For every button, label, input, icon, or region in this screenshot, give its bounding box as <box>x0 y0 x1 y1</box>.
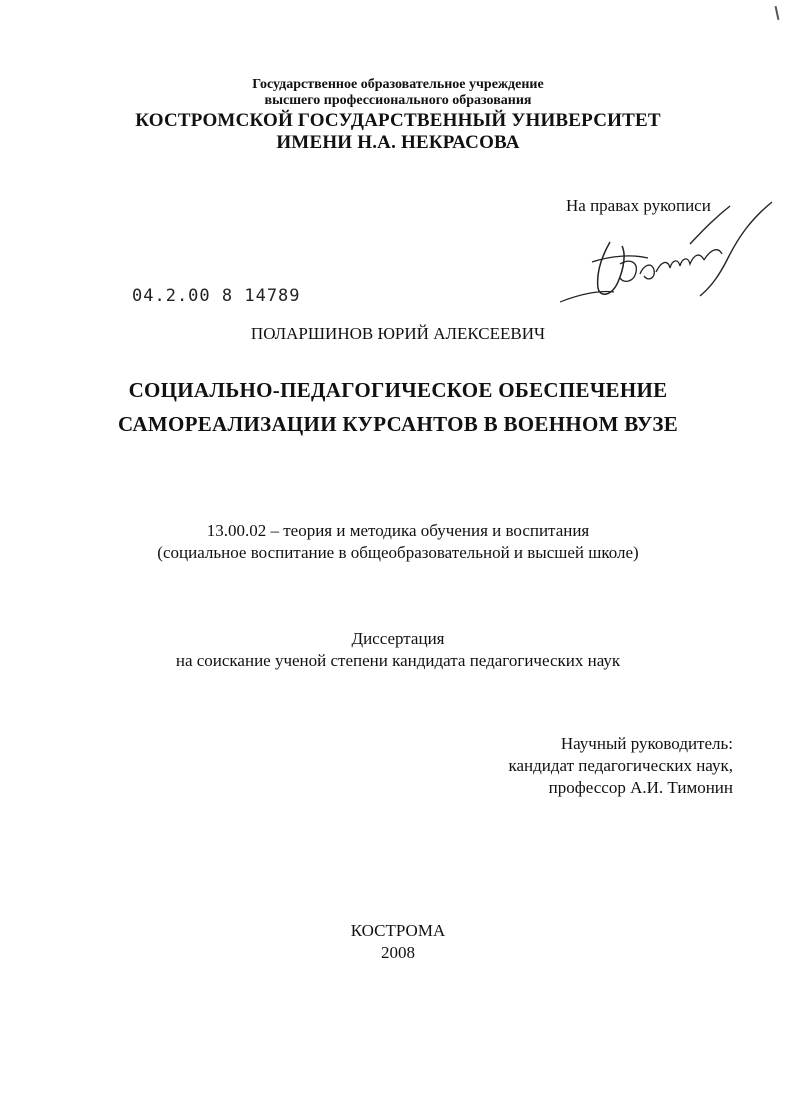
specialty-code: 13.00.02 – теория и методика обучения и воспитания <box>206 521 590 540</box>
specialty-detail: (социальное воспитание в общеобразовательной и высшей школе) <box>157 543 639 562</box>
manuscript-note: На правах рукописи <box>566 196 711 215</box>
supervisor-name: профессор А.И. Тимонин <box>548 778 733 797</box>
supervisor-degree: кандидат педагогических наук, <box>508 756 733 775</box>
supervisor-heading: Научный руководитель: <box>560 734 733 753</box>
thesis-title-line-1: СОЦИАЛЬНО-ПЕДАГОГИЧЕСКОЕ ОБЕСПЕЧЕНИЕ <box>128 378 668 402</box>
institution-line-2: высшего профессионального образования <box>264 93 532 108</box>
year: 2008 <box>381 943 415 962</box>
city: КОСТРОМА <box>350 921 446 940</box>
scan-artifact-mark <box>775 6 780 20</box>
thesis-title-line-2: САМОРЕАЛИЗАЦИИ КУРСАНТОВ В ВОЕННОМ ВУЗЕ <box>117 412 679 436</box>
signature-icon <box>540 198 790 310</box>
university-name: КОСТРОМСКОЙ ГОСУДАРСТВЕННЫЙ УНИВЕРСИТЕТ <box>135 110 661 131</box>
degree-description: на соискание ученой степени кандидата педагогических наук <box>175 651 621 670</box>
document-type: Диссертация <box>351 629 445 648</box>
institution-line-1: Государственное образовательное учреждение <box>252 77 544 92</box>
university-named-after: ИМЕНИ Н.А. НЕКРАСОВА <box>276 132 520 153</box>
archive-code: 04.2.00 8 14789 <box>132 286 301 306</box>
author-name: ПОЛАРШИНОВ ЮРИЙ АЛЕКСЕЕВИЧ <box>250 324 546 343</box>
